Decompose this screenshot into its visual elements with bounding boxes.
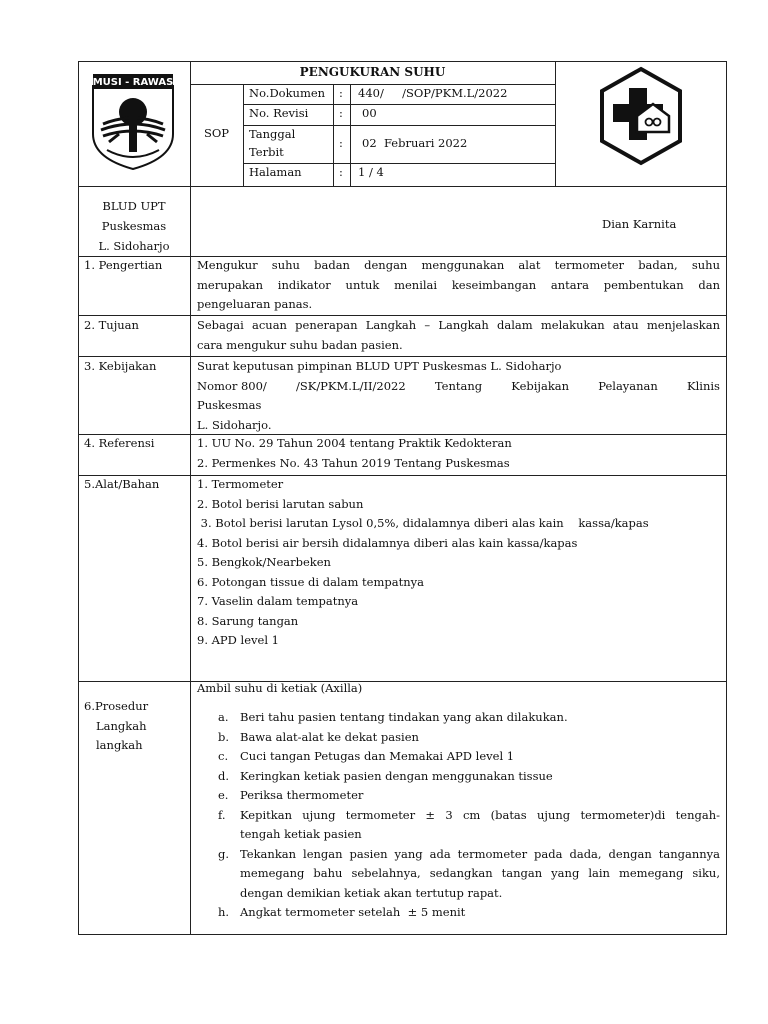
label-no-dokumen: No.Dokumen — [249, 86, 326, 100]
colon-halaman: : — [339, 165, 343, 179]
label-terbit: Terbit — [249, 145, 284, 159]
referensi-list — [197, 434, 512, 473]
step-text: Periksa thermometer — [240, 788, 364, 802]
step-item — [218, 747, 720, 767]
step-item — [218, 806, 720, 845]
prosedur-steps — [218, 708, 720, 923]
section-label-alat: 5.Alat/Bahan — [84, 477, 160, 491]
colon-divider — [350, 84, 351, 186]
border-bottom — [78, 934, 727, 935]
alat-list — [197, 475, 649, 651]
step-text: Cuci tangan Petugas dan Memakai APD level 1 — [240, 749, 515, 763]
step-key: a. — [218, 710, 229, 724]
kebijakan-line-1: Surat keputusan pimpinan BLUD UPT Puskesmas L. Sidoharjo — [197, 359, 562, 373]
section-label-prosedur — [84, 697, 148, 756]
value-tanggal: 02 Februari 2022 — [362, 136, 468, 150]
step-text-line: dengan demikian ketiak akan tertutup rapat. — [240, 885, 503, 900]
border-top — [78, 61, 727, 62]
kebijakan-klinis: Klinis — [687, 378, 720, 393]
alat-item: 6. Potongan tissue di dalam tempatnya — [197, 574, 424, 589]
musi-rawas-logo — [89, 72, 177, 170]
border-left — [78, 61, 79, 935]
alat-item: 4. Botol berisi air bersih didalamnya diberi alas kain kassa/kapas — [197, 535, 578, 550]
step-key: g. — [218, 846, 230, 861]
border-right — [726, 61, 727, 935]
pengertian-line-2: merupakan indikator untuk menilai keseimbangan antara pembentukan dan — [197, 277, 720, 292]
kebijakan-line-2 — [197, 377, 720, 396]
alat-item: 2. Botol berisi larutan sabun — [197, 496, 364, 511]
value-no-dokumen: 440/ /SOP/PKM.L/2022 — [358, 86, 508, 100]
tujuan-line-2: cara mengukur suhu badan pasien. — [197, 337, 403, 352]
step-text: Angkat termometer setelah ± 5 menit — [240, 905, 466, 919]
section-label-pengertian: 1. Pengertian — [84, 258, 163, 272]
alat-item: 7. Vaselin dalam tempatnya — [197, 594, 359, 608]
alat-item: 8. Sarung tangan — [197, 613, 299, 628]
logo-text: MUSI - RAWAS — [92, 77, 174, 88]
label-tanggal: Tanggal — [249, 127, 296, 141]
kebijakan-sk: /SK/PKM.L/II/2022 — [295, 378, 406, 393]
step-text-line: Tekankan lengan pasien yang ada termometer pada dada, dengan tangannya — [240, 846, 720, 861]
section-label-tujuan: 2. Tujuan — [84, 318, 139, 332]
prosedur-label-line-2: Langkah — [96, 718, 147, 733]
step-item — [218, 786, 720, 806]
kebijakan-line-4: L. Sidoharjo. — [197, 417, 272, 432]
section-label-kebijakan: 3. Kebijakan — [84, 359, 157, 373]
kebijakan-tentang: Tentang — [434, 378, 483, 393]
kebijakan-kebijakan: Kebijakan — [511, 378, 570, 393]
alat-item: 3. Botol berisi larutan Lysol 0,5%, didalamnya diberi alas kain kassa/kapas — [197, 516, 649, 530]
signer-name: Dian Karnita — [602, 217, 677, 231]
kebijakan-line-3: Puskesmas — [197, 398, 262, 412]
step-text — [240, 806, 720, 845]
col-divider-left — [190, 61, 191, 935]
step-item — [218, 728, 720, 748]
alat-item: 5. Bengkok/Nearbeken — [197, 555, 331, 569]
org-line-1: BLUD UPT — [102, 199, 166, 213]
step-text: Bawa alat-alat ke dekat pasien — [240, 729, 419, 744]
step-item — [218, 903, 720, 923]
label-halaman: Halaman — [249, 165, 302, 179]
section-label-referensi: 4. Referensi — [84, 436, 155, 450]
step-key: e. — [218, 788, 229, 802]
label-no-revisi: No. Revisi — [249, 106, 309, 120]
step-key: h. — [218, 905, 230, 919]
step-text: Beri tahu pasien tentang tindakan yang akan dilakukan. — [240, 710, 568, 724]
step-item — [218, 767, 720, 787]
step-item — [218, 708, 720, 728]
step-text: Keringkan ketiak pasien dengan menggunakan tissue — [240, 768, 553, 783]
prosedur-label-line-1: 6.Prosedur — [84, 699, 149, 713]
colon-tanggal: : — [339, 136, 343, 150]
value-halaman: 1 / 4 — [358, 165, 384, 179]
kebijakan-pelayanan: Pelayanan — [598, 378, 658, 393]
prosedur-label-line-3: langkah — [96, 738, 143, 752]
alat-bottom — [78, 681, 727, 682]
step-text-line: tengah ketiak pasien — [240, 827, 362, 841]
document-title: PENGUKURAN SUHU — [299, 65, 446, 79]
alat-item: 1. Termometer — [197, 477, 284, 491]
label-divider — [333, 84, 334, 186]
step-text-line: memegang bahu sebelahnya, sedangkan tangan yang lain memegang siku, — [240, 866, 720, 880]
sop-divider — [243, 84, 244, 186]
step-key: d. — [218, 768, 230, 783]
prosedur-intro: Ambil suhu di ketiak (Axilla) — [197, 681, 363, 695]
header-bottom — [78, 186, 727, 187]
referensi-item: 1. UU No. 29 Tahun 2004 tentang Praktik Kedokteran — [197, 436, 512, 450]
value-no-revisi: 00 — [362, 106, 377, 120]
org-name — [78, 196, 190, 256]
step-item — [218, 845, 720, 904]
colon-no-dokumen: : — [339, 86, 343, 100]
colon-no-revisi: : — [339, 106, 343, 120]
alat-item: 9. APD level 1 — [197, 633, 279, 647]
org-line-2: Puskesmas — [101, 219, 167, 233]
step-key: c. — [218, 749, 229, 763]
pengertian-line-3: pengeluaran panas. — [197, 297, 313, 311]
kebijakan-nomor: Nomor 800/ — [197, 378, 267, 393]
org-line-3: L. Sidoharjo — [98, 239, 170, 253]
step-key: f. — [218, 807, 226, 822]
step-text — [240, 845, 720, 904]
tujuan-line-1: Sebagai acuan penerapan Langkah – Langkah dalam melakukan atau menjelaskan — [197, 318, 720, 332]
col-divider-right — [555, 61, 556, 186]
sop-label: SOP — [203, 126, 230, 140]
step-text-line: Kepitkan ujung termometer ± 3 cm (batas ujung termometer)di tengah- — [240, 807, 720, 822]
pengertian-line-1: Mengukur suhu badan dengan menggunakan alat termometer badan, suhu — [197, 258, 720, 272]
referensi-item: 2. Permenkes No. 43 Tahun 2019 Tentang Puskesmas — [197, 455, 510, 470]
puskesmas-logo — [597, 66, 685, 166]
step-key: b. — [218, 729, 230, 744]
